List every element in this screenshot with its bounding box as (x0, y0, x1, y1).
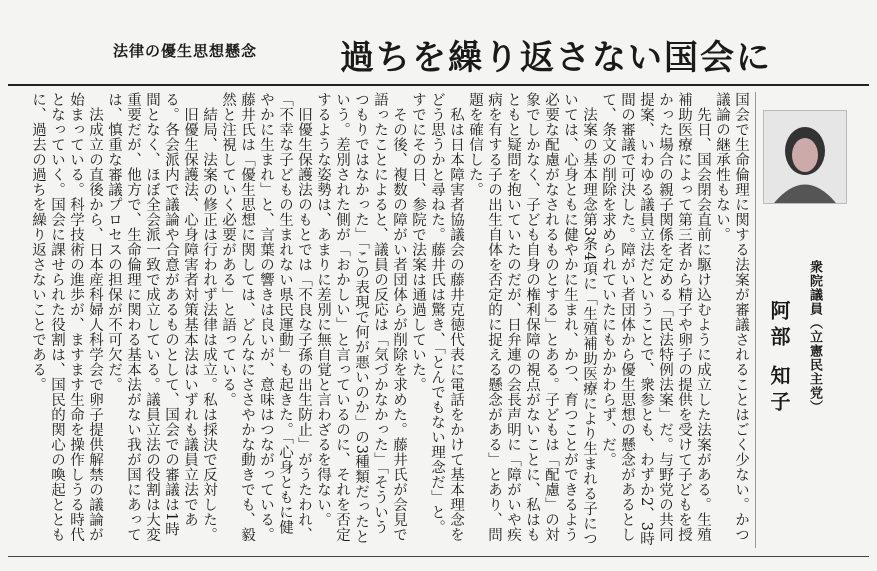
top-rule (8, 84, 869, 86)
kicker: 法律の優生思想懸念 (113, 42, 258, 60)
article-text-1: 国会で生命倫理に関する法案が審議されることはごく少ない。かつ議論の継承性もない。 先日、国会閉会直前に駆け込むように成立した法案がある。生殖補助医療によって第三者から精子や卵子の提供を受けて子どもを授かった場合の親子関係を定める「民法特例法案」だ。与野党の共同提案、いわゆる議員立法だということで、衆参とも、わずか2、3時間の審議で可決した。障がい者団体から優生思想の懸念があるとして、条文の削除を求められていたにもかかわらず、だ。 法案の基本理念第3条4項に「生殖補助医療により生まれる子については、心身ともに健やかに生まれ、かつ、育つことができるよう必要な配慮がなされるものとする」とある。子どもは「配慮」の対象でしかなく、子ども自身の権利保障の視点がないことに、私はもともと疑問を抱いていたのだが、日弁連の会長声明に「障がいや疾病を有する子の出生自体を否定的に捉える懸念がある」とあり、問題を確信した。 私は日本障害者協議会の藤井克徳代表に電話をかけて基本理念をどう思うかと尋ねた。藤井氏は驚き、「とんでもない理念だ」と。すでにその日、参院で法案は通過していた。 その後、複数の障がい者団体らが削除を求めた。藤井氏が会見で語ったことによると、議員の反応は「気づかなかった」「そういうつもりではなかった」「この表現で何が悪いのか」の3種類だったという。差別された側が「おかしい」と言っているのに、それを否定するような姿勢は、あまりに差別に無自覚と言わざるを得ない。 旧優生保護法のもとでは「不良な子孫の出生防止」がうたわれ、「不幸な子どもの生まれない県民運動」も起きた。「心身ともに健やかに生まれ」と、言葉の響きは良いが、意味はつながっている。藤井氏は「優生思想に関しては、どんなにささやかな動きでも、毅然と注視していく必要がある」と語っている。 結局、法案の修正は行われず法律は成立。私は採決で反対した。 旧優生保護法、心身障害者対策基本法はいずれも議員立法である。各会派内で議論や合意があるものとして、国会での審議は1時間となく、ほぼ全会派一致で成立している。議員立法の役割は大変重要だが、他方で、生命倫理に関わる基本法がない我が国にあっては、慎重な審議プロセスの担保が不可欠だ。 法成立の直後から、日本産科婦人科学会で卵子提供解禁の議論が始まっている。科学技術の進歩が、ますます生命を操作しうる時代となっていく。国会に課せられた役割は、国民的関心の喚起とともに、過去の過ちを繰り返さないことである。 (30, 92, 749, 547)
headline: 過ちを繰り返さない国会に (340, 38, 772, 78)
person-icon (764, 111, 846, 203)
author-photo (763, 110, 847, 204)
author-role: 衆院議員（立憲民主党） (807, 260, 822, 414)
bottom-rule (8, 556, 869, 557)
column-separator (755, 92, 756, 548)
article-column-1 (10, 92, 750, 548)
author-name: 阿部 知子 (767, 300, 791, 417)
